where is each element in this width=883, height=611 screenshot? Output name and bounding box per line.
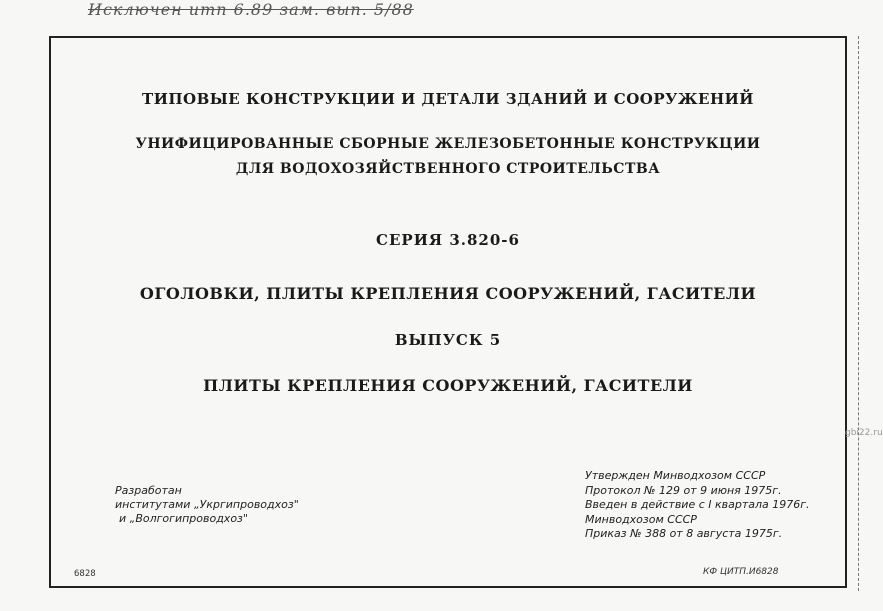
title-line-3: ДЛЯ ВОДОХОЗЯЙСТВЕННОГО СТРОИТЕЛЬСТВА	[235, 161, 661, 177]
developer-line-1: Разработан	[115, 484, 182, 497]
cut-line	[858, 36, 859, 591]
approval-line-1: Утвержден Минводхозом СССР	[585, 469, 766, 482]
title-line-1: ТИПОВЫЕ КОНСТРУКЦИИ И ДЕТАЛИ ЗДАНИЙ И СООРУЖЕНИЙ	[142, 90, 754, 108]
footer-right-code: КФ ЦИТП.И6828	[703, 567, 779, 577]
approval-line-4: Минводхозом СССР	[585, 512, 697, 526]
handwritten-note: Исключен итп 6.89 зам. вып. 5/88	[88, 0, 414, 19]
approval-line-3: Введен в действие с I квартала 1976г.	[585, 498, 810, 511]
issue-label: ВЫПУСК 5	[394, 331, 502, 349]
approval-block	[585, 469, 810, 542]
developer-line-3: и „Волгогипроводхоз"	[119, 512, 248, 525]
series-label: СЕРИЯ 3.820-6	[376, 231, 520, 249]
approval-line-5: Приказ № 388 от 8 августа 1975г.	[585, 527, 783, 540]
title-line-2: УНИФИЦИРОВАННЫЕ СБОРНЫЕ ЖЕЛЕЗОБЕТОННЫЕ КОНСТРУКЦИИ	[135, 136, 761, 152]
developer-block	[115, 484, 299, 526]
watermark: gbi22.ru	[845, 428, 883, 438]
subject-title: ОГОЛОВКИ, ПЛИТЫ КРЕПЛЕНИЯ СООРУЖЕНИЙ, ГАСИТЕЛИ	[139, 284, 757, 303]
footer-left-code: 6828	[74, 569, 96, 579]
approval-line-2: Протокол № 129 от 9 июня 1975г.	[585, 483, 782, 497]
issue-subject: ПЛИТЫ КРЕПЛЕНИЯ СООРУЖЕНИЙ, ГАСИТЕЛИ	[203, 376, 693, 395]
developer-line-2: институтами „Укргипроводхоз"	[115, 498, 299, 511]
